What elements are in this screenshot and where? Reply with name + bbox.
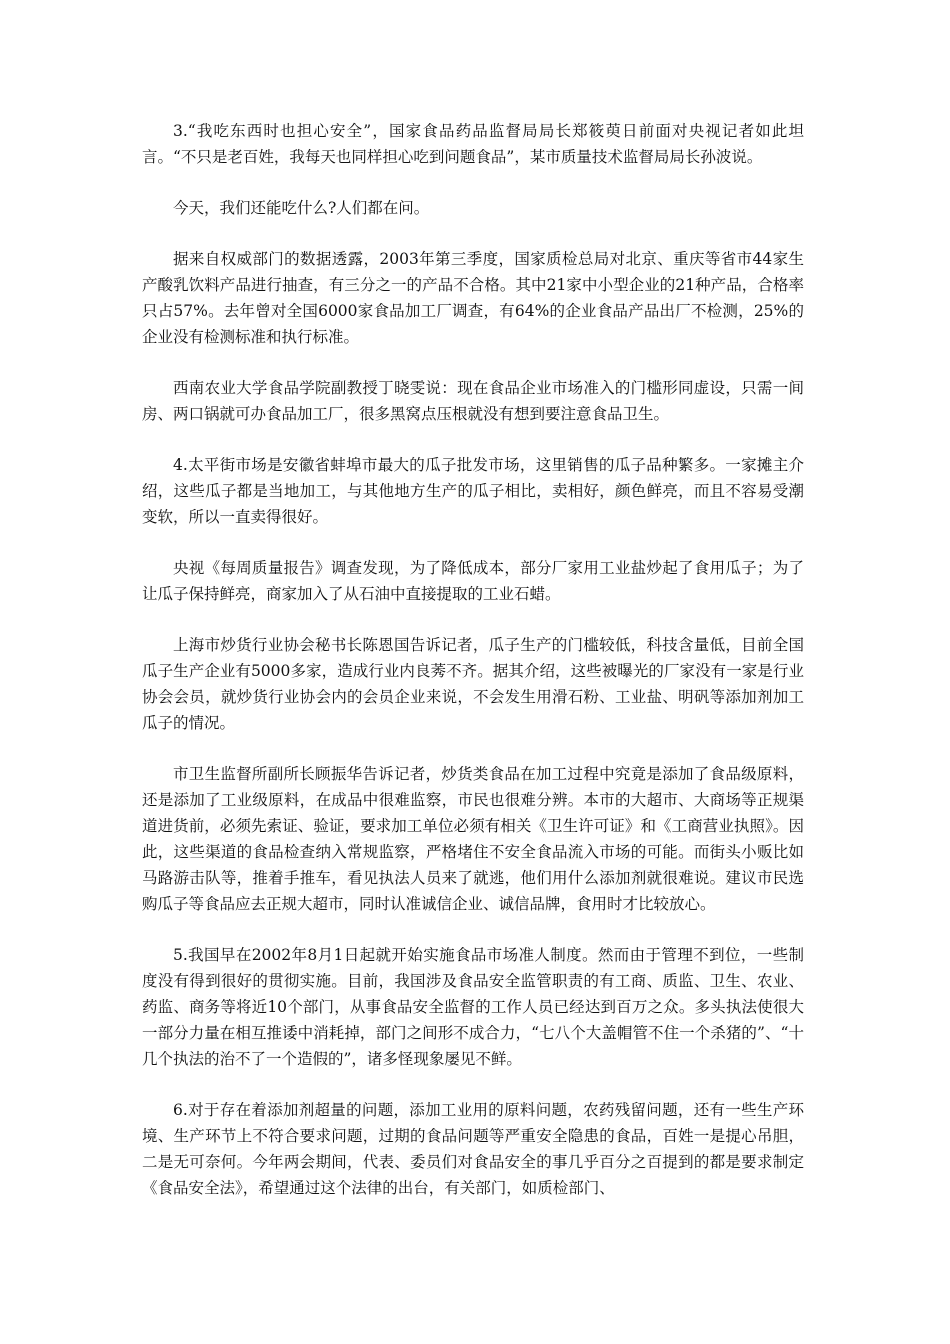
paragraph-6: 央视《每周质量报告》调查发现，为了降低成本，部分厂家用工业盐炒起了食用瓜子；为了让瓜子保持鲜亮，商家加入了从石油中直接提取的工业石蜡。 xyxy=(142,559,804,603)
paragraph-9: 5.我国早在2002年8月1日起就开始实施食品市场准人制度。然而由于管理不到位，一些制度没有得到很好的贯彻实施。目前，我国涉及食品安全监管职责的有工商、质监、卫生、农业、药监、商务等将近10个部门，从事食品安全监督的工作人员已经达到百万之众。多头执法使很大一部分力量在相互推诿中消耗掉，部门之间形不成合力，“七八个大盖帽管不住一个杀猪的”、“十几个执法的治不了一个造假的”，诸多怪现象屡见不鲜。 xyxy=(142,946,804,1068)
paragraph-8: 市卫生监督所副所长顾振华告诉记者，炒货类食品在加工过程中究竟是添加了食品级原料，还是添加了工业级原料，在成品中很难监察，市民也很难分辨。本市的大超市、大商场等正规渠道进货前，必须先索证、验证，要求加工单位必须有相关《卫生许可证》和《工商营业执照》。因此，这些渠道的食品检查纳入常规监察，严格堵住不安全食品流入市场的可能。而街头小贩比如马路游击队等，推着手推车，看见执法人员来了就逃，他们用什么添加剂就很难说。建议市民选购瓜子等食品应去正规大超市，同时认准诚信企业、诚信品牌，食用时才比较放心。 xyxy=(142,765,804,913)
paragraph-10: 6.对于存在着添加剂超量的问题，添加工业用的原料问题，农药残留问题，还有一些生产环境、生产环节上不符合要求问题，过期的食品问题等严重安全隐患的食品，百姓一是提心吊胆，二是无可奈何。今年两会期间，代表、委员们对食品安全的事几乎百分之百提到的都是要求制定《食品安全法》，希望通过这个法律的出台，有关部门，如质检部门、 xyxy=(142,1101,804,1197)
paragraph-7: 上海市炒货行业协会秘书长陈恩国告诉记者，瓜子生产的门槛较低，科技含量低，目前全国瓜子生产企业有5000多家，造成行业内良莠不齐。据其介绍，这些被曝光的厂家没有一家是行业协会会员，就炒货行业协会内的会员企业来说，不会发生用滑石粉、工业盐、明矾等添加剂加工瓜子的情况。 xyxy=(142,636,804,732)
paragraph-1: 3.“我吃东西时也担心安全”，国家食品药品监督局局长郑筱萸日前面对央视记者如此坦言。“不只是老百姓，我每天也同样担心吃到问题食品”，某市质量技术监督局局长孙波说。 xyxy=(142,122,804,166)
paragraph-2: 今天，我们还能吃什么?人们都在问。 xyxy=(173,199,430,217)
paragraph-4: 西南农业大学食品学院副教授丁晓雯说：现在食品企业市场准入的门槛形同虚设，只需一间房、两口锅就可办食品加工厂，很多黑窝点压根就没有想到要注意食品卫生。 xyxy=(142,379,804,423)
article-body xyxy=(142,118,804,1226)
paragraph-5: 4.太平街市场是安徽省蚌埠市最大的瓜子批发市场，这里销售的瓜子品种繁多。一家摊主介绍，这些瓜子都是当地加工，与其他地方生产的瓜子相比，卖相好，颜色鲜亮，而且不容易受潮变软，所以一直卖得很好。 xyxy=(142,456,804,526)
paragraph-3: 据来自权威部门的数据透露，2003年第三季度，国家质检总局对北京、重庆等省市44家生产酸乳饮料产品进行抽查，有三分之一的产品不合格。其中21家中小型企业的21种产品，合格率只占57%。去年曾对全国6000家食品加工厂调查，有64%的企业食品产品出厂不检测，25%的企业没有检测标准和执行标准。 xyxy=(142,250,804,346)
